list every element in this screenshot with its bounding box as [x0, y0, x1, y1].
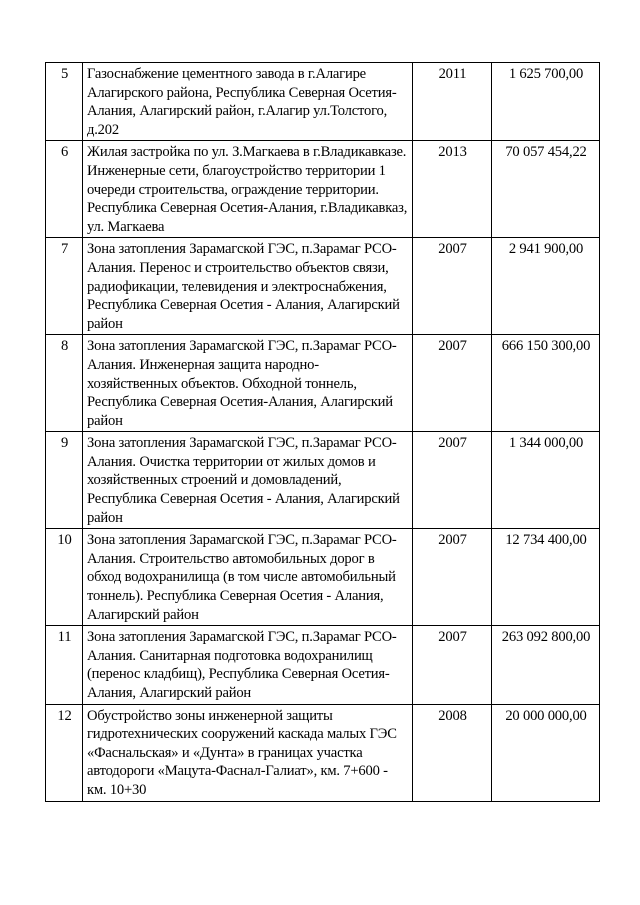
row-number: 11 — [46, 626, 83, 704]
year-cell: 2007 — [413, 238, 492, 335]
table-row — [46, 529, 600, 626]
object-description: Зона затопления Зарамагской ГЭС, п.Зарамаг РСО-Алания. Перенос и строительство объектов связи, радиофикации, телевидения и электроснабжения, Республика Северная Осетия - Алания, Алагирский район — [83, 238, 413, 335]
year-cell: 2013 — [413, 141, 492, 238]
table-row — [46, 141, 600, 238]
row-number: 9 — [46, 432, 83, 529]
object-description: Газоснабжение цементного завода в г.Алагире Алагирского района, Республика Северная Осетия-Алания, Алагирский район, г.Алагир ул.Толстого, д.202 — [83, 63, 413, 141]
table-row — [46, 335, 600, 432]
table-row — [46, 704, 600, 801]
row-number: 6 — [46, 141, 83, 238]
row-number: 8 — [46, 335, 83, 432]
amount-cell: 20 000 000,00 — [492, 704, 600, 801]
row-number: 7 — [46, 238, 83, 335]
object-description: Зона затопления Зарамагской ГЭС, п.Зарамаг РСО-Алания. Санитарная подготовка водохранилищ (перенос кладбищ), Республика Северная Осетия- Алания, Алагирский район — [83, 626, 413, 704]
year-cell: 2008 — [413, 704, 492, 801]
year-cell: 2007 — [413, 335, 492, 432]
year-cell: 2007 — [413, 432, 492, 529]
amount-cell: 12 734 400,00 — [492, 529, 600, 626]
amount-cell: 2 941 900,00 — [492, 238, 600, 335]
object-description: Обустройство зоны инженерной защиты гидротехнических сооружений каскада малых ГЭС «Фаснальская» и «Дунта» в границах участка автодороги «Мацута-Фаснал-Галиат», км. 7+600 - км. 10+30 — [83, 704, 413, 801]
row-number: 12 — [46, 704, 83, 801]
year-cell: 2011 — [413, 63, 492, 141]
object-description: Зона затопления Зарамагской ГЭС, п.Зарамаг РСО-Алания. Строительство автомобильных дорог в обход водохранилища (в том числе автомобильный тоннель). Республика Северная Осетия - Алания, Алагирский район — [83, 529, 413, 626]
amount-cell: 1 344 000,00 — [492, 432, 600, 529]
year-cell: 2007 — [413, 626, 492, 704]
amount-cell: 1 625 700,00 — [492, 63, 600, 141]
row-number: 10 — [46, 529, 83, 626]
year-cell: 2007 — [413, 529, 492, 626]
table-row — [46, 238, 600, 335]
amount-cell: 666 150 300,00 — [492, 335, 600, 432]
object-description: Зона затопления Зарамагской ГЭС, п.Зарамаг РСО-Алания. Инженерная защита народно-хозяйственных объектов. Обходной тоннель, Республика Северная Осетия-Алания, Алагирский район — [83, 335, 413, 432]
objects-table — [45, 62, 600, 802]
table-row — [46, 626, 600, 704]
object-description: Зона затопления Зарамагской ГЭС, п.Зарамаг РСО-Алания. Очистка территории от жилых домов и хозяйственных строений и домовладений, Республика Северная Осетия - Алания, Алагирский район — [83, 432, 413, 529]
amount-cell: 263 092 800,00 — [492, 626, 600, 704]
document-page — [45, 62, 599, 802]
row-number: 5 — [46, 63, 83, 141]
table-row — [46, 63, 600, 141]
table-row — [46, 432, 600, 529]
object-description: Жилая застройка по ул. З.Магкаева в г.Владикавказе. Инженерные сети, благоустройство территории 1 очереди строительства, ограждение территории. Республика Северная Осетия-Алания, г.Владикавказ, ул. Магкаева — [83, 141, 413, 238]
amount-cell: 70 057 454,22 — [492, 141, 600, 238]
